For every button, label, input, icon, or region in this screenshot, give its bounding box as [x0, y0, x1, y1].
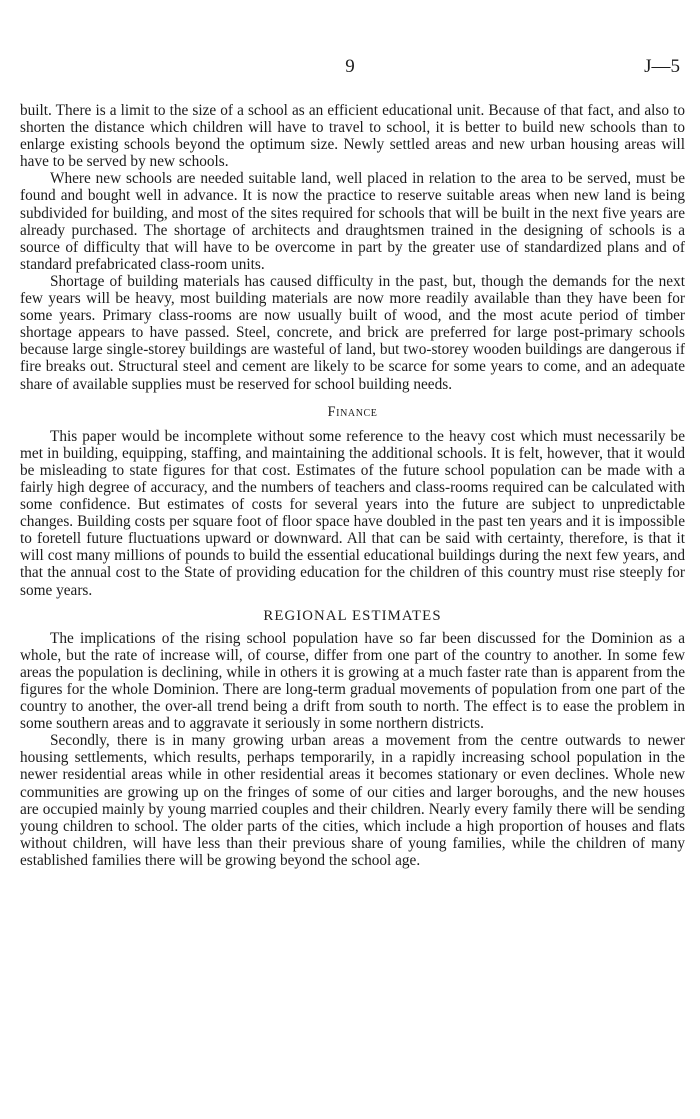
page-number: 9	[345, 56, 355, 77]
paragraph-regional-implications: The implications of the rising school population have so far been discussed for the Dominion as a whole, but the rate of increase will, of course, differ from one part of the country to another. In some few areas the population is declining, while in others it is growing at a much faster rate than is apparent from the figures for the whole Dominion. There are long-term gradual movements of population from one part of the country to another, the over-all trend being a drift from south to north. The effect is to ease the problem in some southern areas and to aggravate it seriously in some northern districts.	[20, 629, 685, 733]
paragraph-building-materials: Shortage of building materials has caused difficulty in the past, but, though the demands for the next few years will be heavy, most building materials are now more readily available than they have been for some years. Primary class-rooms are now usually built of wood, and the most acute period of timber shortage appears to have passed. Steel, concrete, and brick are preferred for large post-primary schools because large single-storey buildings are wasteful of land, but two-storey wooden buildings are dangerous if fire breaks out. Structural steel and cement are likely to be scarce for some years to come, and an adequate share of available supplies must be reserved for school building needs.	[20, 272, 685, 393]
regional-estimates-heading: REGIONAL ESTIMATES	[263, 607, 442, 624]
finance-heading: Finance	[327, 403, 378, 420]
paragraph-continuation: built. There is a limit to the size of a school as an efficient educational unit. Because of that fact, and also to shorten the distance which children will have to travel to school, it is better to build new schools than to enlarge existing schools beyond the optimum size. Newly settled areas and new urban housing areas will have to be served by new schools.	[20, 102, 685, 171]
body-text	[20, 102, 685, 869]
paragraph-urban-movement: Secondly, there is in many growing urban areas a movement from the centre outwards to newer housing settlements, which results, perhaps temporarily, in a rapidly increasing school population in the newer residential areas while in other residential areas it becomes stationary or even declines. Whole new communities are growing up on the fringes of some of our cities and larger boroughs, and the new houses are occupied mainly by young married couples and their children. Nearly every family there will be sending young children to school. The older parts of the cities, which include a high proportion of houses and flats without children, will have less than their previous share of young families, while the children of many established families there will be growing beyond the school age.	[20, 732, 685, 869]
page-header	[20, 56, 680, 84]
paragraph-school-sites: Where new schools are needed suitable land, well placed in relation to the area to be served, must be found and bought well in advance. It is now the practice to reserve suitable areas when new land is being subdivided for building, and most of the sites required for schools that will be built in the next five years are already purchased. The shortage of architects and draughtsmen trained in the designing of schools is a source of difficulty that will have to be overcome in part by the greater use of standardized plans and of standard prefabricated class-room units.	[20, 170, 685, 273]
page-code: J—5	[644, 56, 680, 77]
paragraph-finance: This paper would be incomplete without some reference to the heavy cost which must necessarily be met in building, equipping, staffing, and maintaining the additional schools. It is felt, however, that it would be misleading to state figures for that cost. Estimates of the future school population can be made with a fairly high degree of accuracy, and the numbers of teachers and class-rooms required can be calculated with some confidence. But estimates of costs for several years into the future are subject to unpredictable changes. Building costs per square foot of floor space have doubled in the past ten years and it is impossible to foretell future fluctuations upward or downward. All that can be said with certainty, therefore, is that it will cost many millions of pounds to build the essential educational buildings during the next few years, and that the annual cost to the State of providing education for the children of this country must rise steeply for some years.	[20, 427, 685, 599]
